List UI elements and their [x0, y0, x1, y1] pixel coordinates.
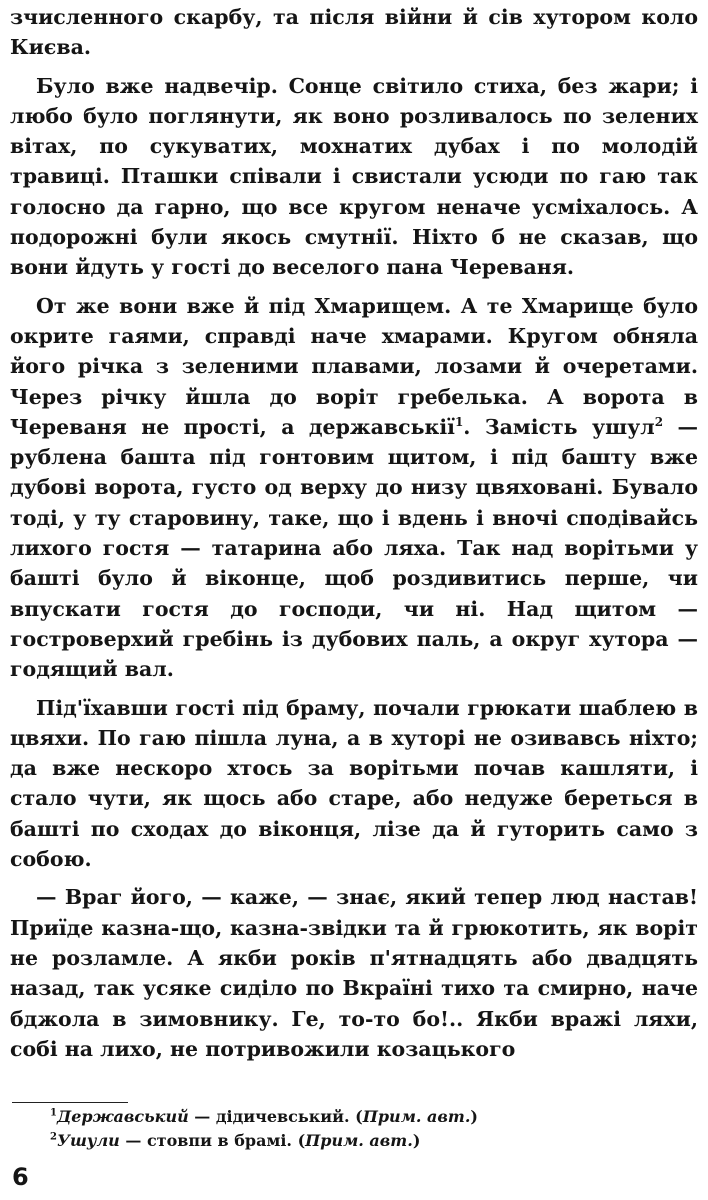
- paragraph-3-text-a: От же вони вже й під Хмарищем. А те Хмарище було окрите гаями, справді наче хмарами. Кругом обняла його річка з зеленими плавами, лозами й очеретами. Через річку йшла до воріт гребелька. А ворота в Череваня не прості, а державськії: [10, 293, 698, 439]
- footnote-note: Прим. авт.: [362, 1107, 471, 1126]
- footnote-divider: [12, 1102, 128, 1103]
- footnote-close: ): [412, 1131, 421, 1150]
- footnote-ref-1: 1: [454, 415, 464, 430]
- footnote-text: — дідичевський. (: [188, 1107, 363, 1126]
- paragraph-3: [10, 291, 698, 685]
- footnote-ref-2: 2: [654, 415, 664, 430]
- main-text: [10, 2, 698, 1064]
- page-number: 6: [12, 1163, 29, 1191]
- footnote-term: Державський: [56, 1107, 189, 1126]
- paragraph-4: Під'їхавши гості під браму, почали грюкати шаблею в цвяхи. По гаю пішла луна, а в хуторі не озивавсь ніхто; да вже нескоро хтось за ворітьми почав кашляти, і стало чути, як щось або старе, або недуже береться в башті по сходах до віконця, лізе да й гуторить само з собою.: [10, 695, 698, 872]
- footnote-1: [50, 1105, 690, 1129]
- footnote-number: 2: [50, 1131, 57, 1143]
- footnote-text: — стовпи в брамі. (: [119, 1131, 306, 1150]
- footnote-note: Прим. авт.: [305, 1131, 413, 1150]
- paragraph-3-text-b: . Замість ушул: [463, 414, 655, 439]
- footnote-number: 1: [50, 1107, 57, 1119]
- paragraph-1: зчисленного скарбу, та після війни й сів хутором коло Києва.: [10, 5, 698, 60]
- book-page: [10, 0, 700, 1200]
- paragraph-5: — Враг його, — каже, — знає, який тепер люд настав! Приїде казна-що, казна-звідки та й грюкотить, як воріт не розламле. А якби років п'ятнадцять або двадцять назад, так усяке сиділо по Вкраїні тихо та смирно, наче бджола в зимовнику. Ге, то-то бо!.. Якби вражі ляхи, собі на лихо, не потривожили козацького: [10, 885, 698, 1061]
- paragraph-3-text-c: — рублена башта під гонтовим щитом, і під башту вже дубові ворота, густо од верху до низу цвяховані. Бувало тоді, у ту старовину, таке, що і вдень і вночі сподівайсь лихого гостя — татарина або ляха. Так над ворітьми у башті було й віконце, щоб роздивитись перше, чи впускати гостя до господи, чи ні. Над щитом — гостроверхий гребінь із дубових паль, а округ хутора — годящий вал.: [10, 414, 699, 682]
- footnote-term: Ушули: [56, 1131, 120, 1150]
- footnote-close: ): [470, 1107, 478, 1126]
- paragraph-2: Було вже надвечір. Сонце світило стиха, без жари; і любо було поглянути, як воно розливалось по зелених вітах, по сукуватих, мохнатих дубах і по молодій травиці. Пташки співали і свистали усюди по гаю так голосно да гарно, що все кругом неначе усміхалось. А подорожні були якось смутнії. Ніхто б не сказав, що вони йдуть у гості до веселого пана Череваня.: [10, 73, 698, 280]
- footnotes: [50, 1105, 690, 1153]
- footnote-2: [50, 1129, 690, 1153]
